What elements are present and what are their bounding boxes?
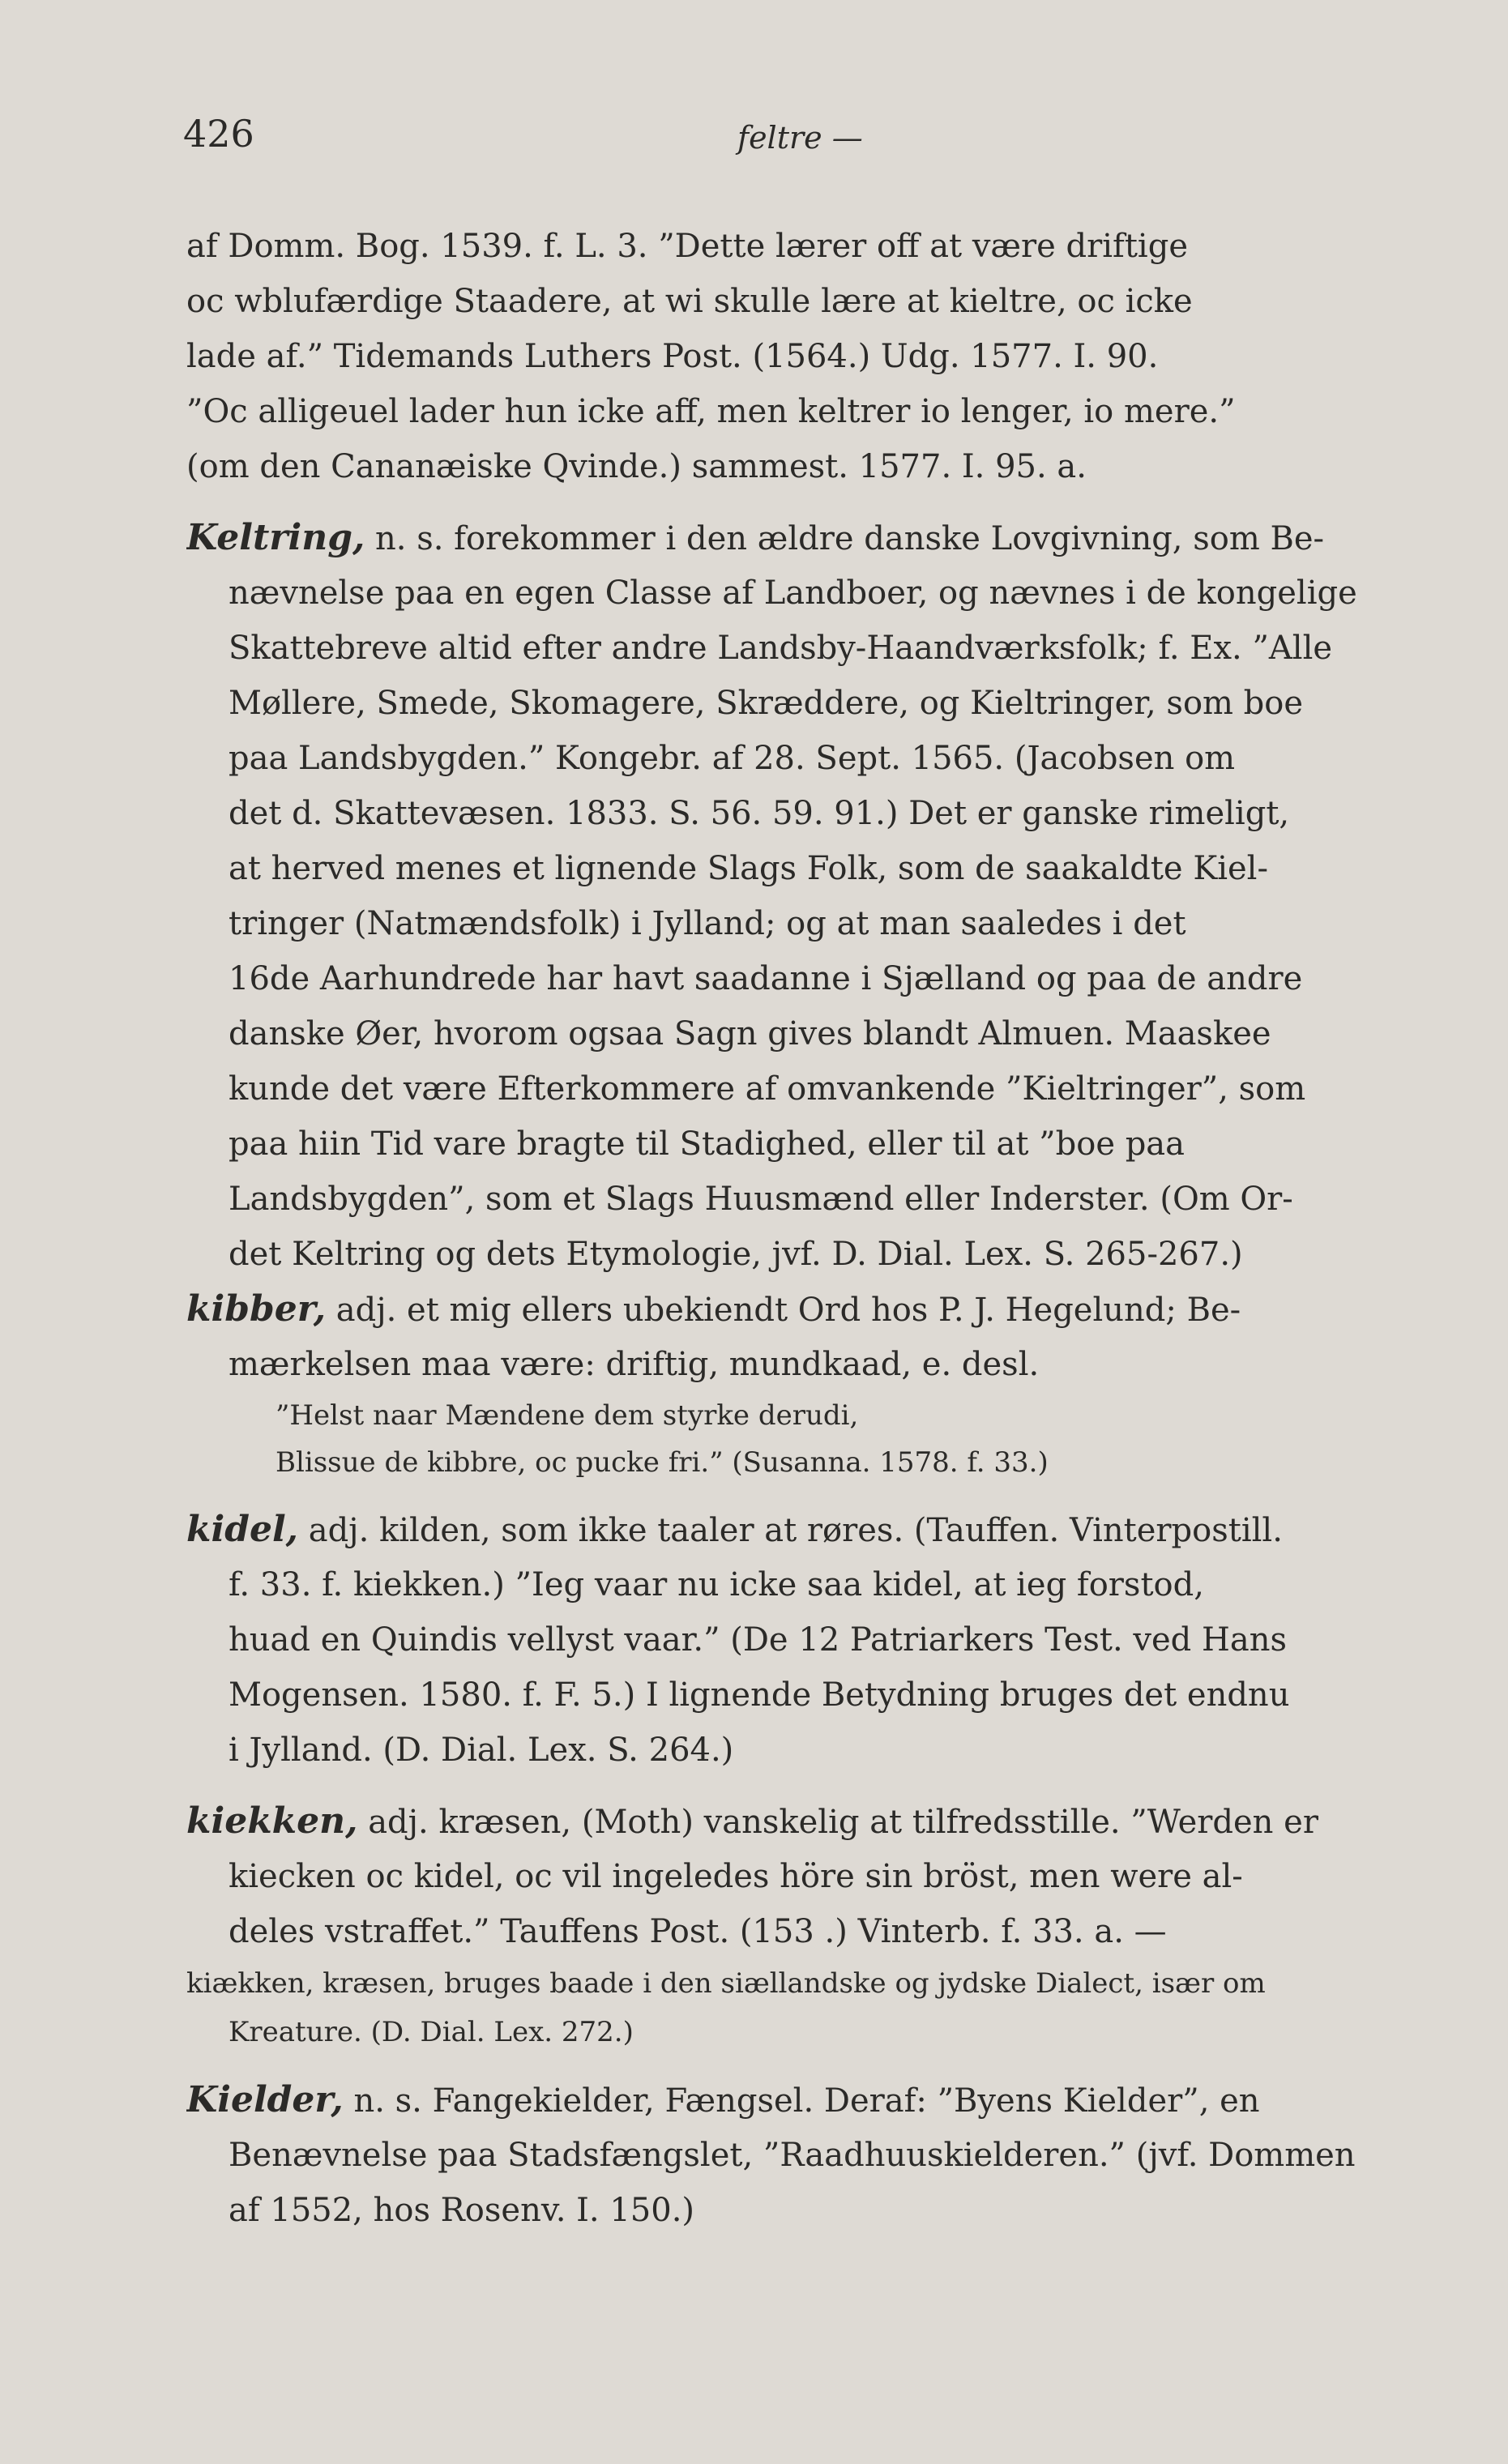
small-text-line: kiækken, kræsen, bruges baade i den siællandske og jydske Dialect, især om [186, 1967, 1266, 2000]
headword: Kielder, [186, 2079, 344, 2120]
text-line: (om den Cananæiske Qvinde.) sammest. 1577. I. 95. a. [186, 448, 1087, 485]
headword: kiekken, [186, 1800, 358, 1842]
entry-kidel [186, 1502, 1410, 1778]
text-line: nævnelse paa en egen Classe af Landboer, og nævnes i de kongelige [229, 574, 1357, 612]
text-line: Møllere, Smede, Skomagere, Skræddere, og Kieltringer, som boe [229, 685, 1304, 722]
text-line: i Jylland. (D. Dial. Lex. S. 264.) [229, 1732, 734, 1769]
text-line: Skattebreve altid efter andre Landsby-Haandværksfolk; f. Ex. ”Alle [229, 630, 1333, 667]
entry-kibber [186, 1282, 1410, 1486]
text-line: Landsbygden”, som et Slags Huusmænd eller Inderster. (Om Or- [229, 1181, 1293, 1218]
text-line: 16de Aarhundrede har havt saadanne i Sjælland og paa de andre [229, 960, 1303, 997]
headword: kibber, [186, 1288, 327, 1330]
text-line: Mogensen. 1580. f. F. 5.) I lignende Betydning bruges det endnu [229, 1676, 1290, 1714]
text-line: kiecken oc kidel, oc vil ingeledes höre sin bröst, men were al- [229, 1858, 1243, 1895]
text-line: mærkelsen maa være: driftig, mundkaad, e. desl. [229, 1346, 1040, 1383]
headword: Keltring, [186, 517, 365, 558]
text-line: huad en Quindis vellyst vaar.” (De 12 Patriarkers Test. ved Hans [229, 1621, 1288, 1659]
text-line: f. 33. f. kiekken.) ”Ieg vaar nu icke saa kidel, at ieg forstod, [229, 1566, 1204, 1604]
text-line: paa hiin Tid vare bragte til Stadighed, eller til at ”boe paa [229, 1125, 1185, 1163]
text-line: deles vstraffet.” Tauffens Post. (153 .) Vinterb. f. 33. a. — [229, 1913, 1167, 1950]
entry-kiekken [186, 1794, 1410, 2056]
text-line: n. s. forekommer i den ældre danske Lovgivning, som Be- [375, 520, 1325, 557]
entry-continuation [186, 219, 1410, 494]
text-line: det d. Skattevæsen. 1833. S. 56. 59. 91.) Det er ganske rimeligt, [229, 795, 1290, 832]
quote-line: ”Helst naar Mændene dem styrke derudi, [276, 1399, 859, 1432]
headword: kidel, [186, 1509, 298, 1550]
entry-kielder [186, 2073, 1410, 2238]
text-line: oc wblufærdige Staadere, at wi skulle lære at kieltre, oc icke [186, 283, 1193, 320]
text-line: danske Øer, hvorom ogsaa Sagn gives blandt Almuen. Maaskee [229, 1015, 1271, 1053]
text-line: det Keltring og dets Etymologie, jvf. D. Dial. Lex. S. 265-267.) [229, 1236, 1243, 1273]
text-line: kunde det være Efterkommere af omvankende ”Kieltringer”, som [229, 1070, 1306, 1108]
text-line: lade af.” Tidemands Luthers Post. (1564.) Udg. 1577. I. 90. [186, 338, 1159, 375]
text-line: af Domm. Bog. 1539. f. L. 3. ”Dette lærer off at være driftige [186, 228, 1188, 265]
entry-keltring [186, 510, 1410, 1282]
page-body [186, 219, 1410, 2238]
page-number: 426 [183, 112, 254, 156]
running-head: feltre — [737, 120, 863, 156]
text-line: n. s. Fangekielder, Fængsel. Deraf: ”Byens Kielder”, en [353, 2082, 1260, 2120]
text-line: at herved menes et lignende Slags Folk, som de saakaldte Kiel- [229, 850, 1268, 887]
quote-line: Blissue de kibbre, oc pucke fri.” (Susanna. 1578. f. 33.) [276, 1446, 1049, 1479]
text-line: adj. kræsen, (Moth) vanskelig at tilfredsstille. ”Werden er [368, 1804, 1318, 1841]
text-line: adj. kilden, som ikke taaler at røres. (Tauffen. Vinterpostill. [308, 1512, 1283, 1549]
text-line: af 1552, hos Rosenv. I. 150.) [229, 2192, 695, 2229]
text-line: Benævnelse paa Stadsfængslet, ”Raadhuuskielderen.” (jvf. Dommen [229, 2137, 1356, 2174]
text-line: tringer (Natmændsfolk) i Jylland; og at man saaledes i det [229, 905, 1186, 942]
text-line: ”Oc alligeuel lader hun icke aff, men keltrer io lenger, io mere.” [186, 393, 1236, 430]
text-line: paa Landsbygden.” Kongebr. af 28. Sept. 1565. (Jacobsen om [229, 740, 1236, 777]
small-text-line: Kreature. (D. Dial. Lex. 272.) [229, 2016, 634, 2048]
text-line: adj. et mig ellers ubekiendt Ord hos P. J. Hegelund; Be- [335, 1292, 1241, 1329]
